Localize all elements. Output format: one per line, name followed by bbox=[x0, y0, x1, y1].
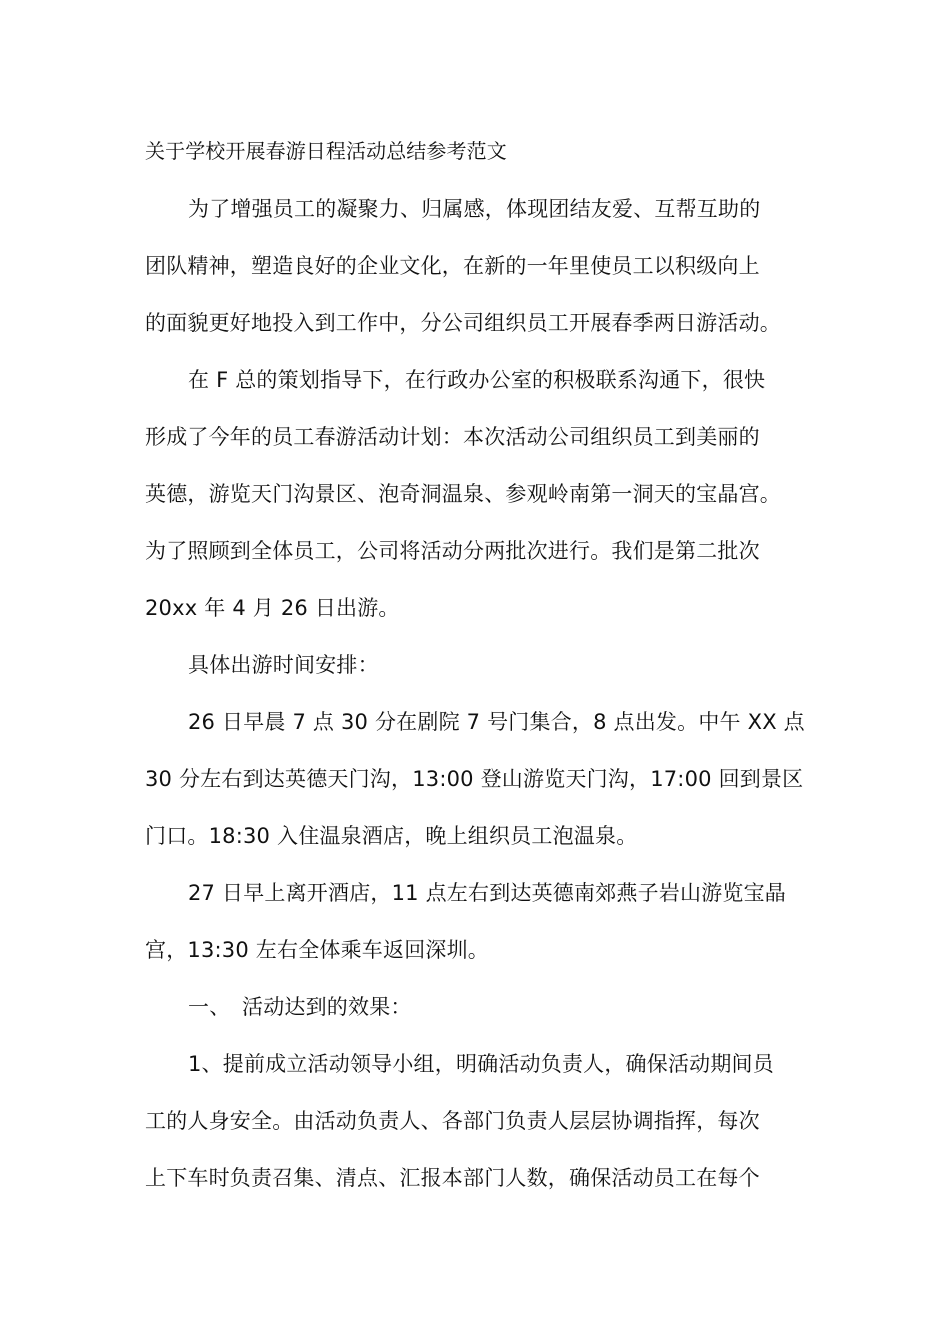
schedule-day-2-line-1: 27 日早上离开酒店，11 点左右到达英德南郊燕子岩山游览宝晶 bbox=[188, 881, 786, 905]
document-title: 关于学校开展春游日程活动总结参考范文 bbox=[145, 139, 507, 163]
paragraph-2-line-4: 为了照顾到全体员工，公司将活动分两批次进行。我们是第二批次 bbox=[145, 539, 760, 563]
effect-item-1-line-3: 上下车时负责召集、清点、汇报本部门人数，确保活动员工在每个 bbox=[145, 1166, 760, 1190]
paragraph-2-line-1: 在 F 总的策划指导下，在行政办公室的积极联系沟通下，很快 bbox=[188, 368, 766, 392]
schedule-day-2-line-2: 宫，13:30 左右全体乘车返回深圳。 bbox=[145, 938, 489, 962]
paragraph-1-line-2: 团队精神，塑造良好的企业文化，在新的一年里使员工以积级向上 bbox=[145, 254, 760, 278]
paragraph-2-line-2: 形成了今年的员工春游活动计划：本次活动公司组织员工到美丽的 bbox=[145, 425, 760, 449]
schedule-day-1-line-2: 30 分左右到达英德天门沟，13:00 登山游览天门沟，17:00 回到景区 bbox=[145, 767, 804, 791]
effect-item-1-line-1: 1、提前成立活动领导小组，明确活动负责人，确保活动期间员 bbox=[188, 1052, 774, 1076]
section-one-heading bbox=[188, 992, 868, 1022]
schedule-day-1-line-3: 门口。18:30 入住温泉酒店，晚上组织员工泡温泉。 bbox=[145, 824, 638, 848]
paragraph-1-line-3: 的面貌更好地投入到工作中，分公司组织员工开展春季两日游活动。 bbox=[145, 311, 781, 335]
schedule-day-1-line-1: 26 日早晨 7 点 30 分在剧院 7 号门集合，8 点出发。中午 XX 点 bbox=[188, 710, 805, 734]
paragraph-2-line-3: 英德，游览天门沟景区、泡奇洞温泉、参观岭南第一洞天的宝晶宫。 bbox=[145, 482, 781, 506]
paragraph-2-line-5: 20xx 年 4 月 26 日出游。 bbox=[145, 596, 400, 620]
schedule-heading: 具体出游时间安排： bbox=[188, 653, 379, 677]
paragraph-1-line-1: 为了增强员工的凝聚力、归属感，体现团结友爱、互帮互助的 bbox=[188, 197, 761, 221]
effect-item-1-line-2: 工的人身安全。由活动负责人、各部门负责人层层协调指挥，每次 bbox=[145, 1109, 760, 1133]
section-one-marker: 一、 bbox=[188, 995, 231, 1019]
section-one-title: 活动达到的效果： bbox=[242, 995, 412, 1019]
